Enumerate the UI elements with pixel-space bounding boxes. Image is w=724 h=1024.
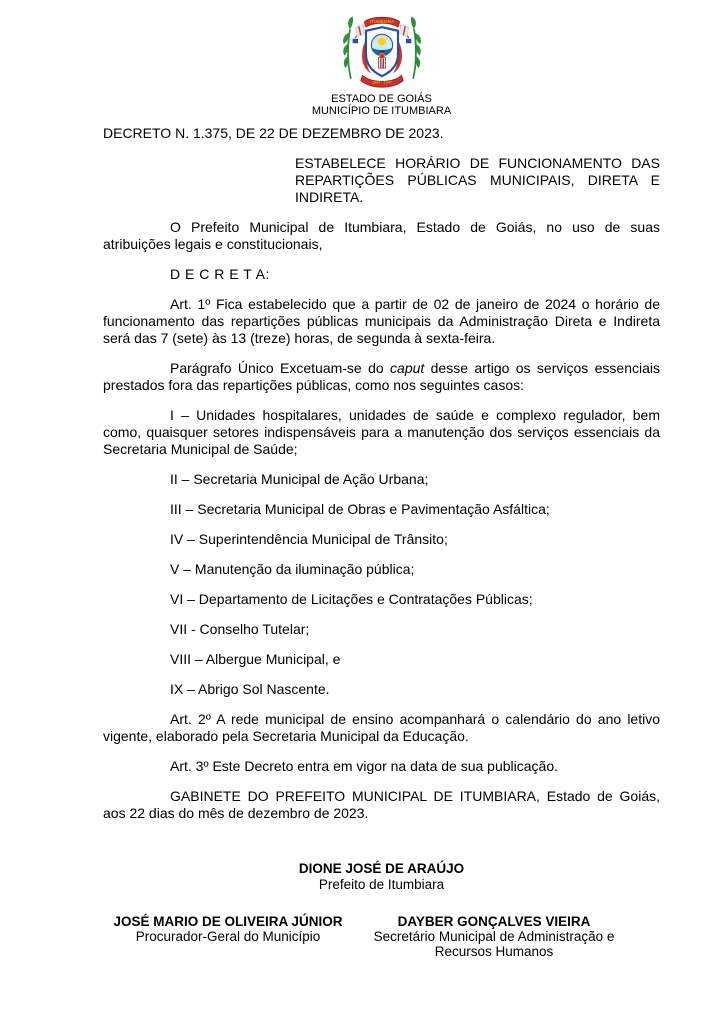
sole-paragraph-suffix: desse artigo os serviços essenciais prestados fora das repartições públicas, como nos seguintes casos: [103, 360, 661, 393]
decree-item-2: II – Secretaria Municipal de Ação Urbana; [170, 471, 429, 487]
decree-summary: ESTABELECE HORÁRIO DE FUNCIONAMENTO DAS REPARTIÇÕES PÚBLICAS MUNICIPAIS, DIRETA E INDIRETA. [295, 155, 660, 205]
caput-italic: caput [390, 360, 425, 376]
secretary-role: Secretário Municipal de Administração e Recursos Humanos [373, 929, 615, 959]
decree-item-4: IV – Superintendência Municipal de Trânsito; [170, 531, 448, 547]
decree-item-8: VIII – Albergue Municipal, e [170, 651, 341, 667]
signature-attorney [103, 914, 353, 959]
itumbiara-coat-of-arms-icon [337, 13, 427, 93]
decree-body [0, 125, 724, 959]
decree-item-7: VII - Conselho Tutelar; [170, 621, 310, 637]
decree-item-3: III – Secretaria Municipal de Obras e Pavimentação Asfáltica; [170, 501, 550, 517]
crest-ribbon-text: 1824 - 1947 [371, 80, 392, 85]
municipality-name: MUNICÍPIO DE ITUMBIARA [311, 105, 452, 117]
attorney-name: JOSÉ MARIO DE OLIVEIRA JÚNIOR [113, 914, 343, 929]
signature-row [103, 914, 660, 959]
header [103, 0, 660, 117]
decreta-heading: D E C R E T A: [170, 266, 270, 282]
article-2: Art. 2º A rede municipal de ensino acompanhará o calendário do ano letivo vigente, elaborado pela Secretaria Municipal da Educação. [103, 711, 660, 744]
crest-banner-text: ITUMBIARA [369, 18, 394, 24]
decree-item-1: I – Unidades hospitalares, unidades de saúde e complexo regulador, bem como, quaisquer setores indispensáveis para a manutenção dos serviços essenciais da Secretaria Municipal de Saúde; [103, 407, 660, 457]
decree-item-5: V – Manutenção da iluminação pública; [170, 561, 415, 577]
attorney-role: Procurador-Geral do Município [135, 929, 321, 944]
state-name: ESTADO DE GOIÁS [331, 93, 432, 105]
decree-title: DECRETO N. 1.375, DE 22 DE DEZEMBRO DE 2023. [103, 125, 444, 141]
preamble: O Prefeito Municipal de Itumbiara, Estado de Goiás, no uso de suas atribuições legais e constitucionais, [103, 219, 660, 252]
decree-item-9: IX – Abrigo Sol Nascente. [170, 681, 330, 697]
decree-item-6: VI – Departamento de Licitações e Contratações Públicas; [170, 591, 533, 607]
article-1: Art. 1º Fica estabelecido que a partir de 02 de janeiro de 2024 o horário de funcionamento das repartições públicas municipais da Administração Direta e Indireta será das 7 (sete) às 13 (treze) horas, de segunda à sexta-feira. [103, 296, 660, 346]
closing-clause: GABINETE DO PREFEITO MUNICIPAL DE ITUMBIARA, Estado de Goiás, aos 22 dias do mês de dezembro de 2023. [103, 788, 660, 821]
sole-paragraph [103, 360, 660, 394]
sole-paragraph-prefix: Parágrafo Único Excetuam-se do [170, 360, 391, 376]
mayor-role: Prefeito de Itumbiara [318, 877, 445, 892]
mayor-name: DIONE JOSÉ DE ARAÚJO [298, 861, 465, 876]
signature-secretary [369, 914, 619, 959]
secretary-name: DAYBER GONÇALVES VIEIRA [397, 914, 591, 929]
article-3: Art. 3º Este Decreto entra em vigor na data de sua publicação. [170, 758, 558, 774]
signature-mayor [103, 861, 660, 893]
